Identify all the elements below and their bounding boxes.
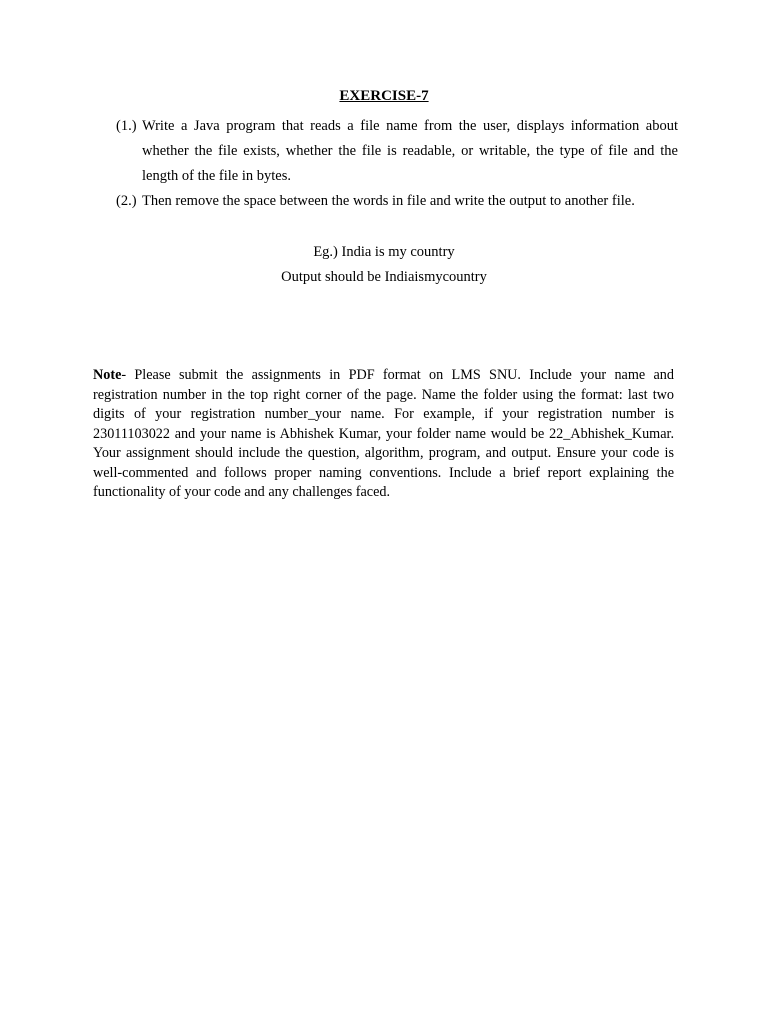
question-item-1 [116, 114, 678, 189]
question-text: Write a Java program that reads a file name from the user, displays information about whether the file exists, whether the file is readable, or writable, the type of file and the length of the file in bytes. [142, 118, 678, 184]
question-number: (1.) [116, 118, 137, 134]
example-input: Eg.) India is my country [313, 244, 455, 260]
page-title: EXERCISE-7 [339, 88, 429, 104]
question-list [116, 114, 678, 214]
question-number: (2.) [116, 193, 137, 209]
question-item-2 [116, 189, 678, 214]
note-paragraph [93, 366, 674, 503]
question-text: Then remove the space between the words in file and write the output to another file. [142, 193, 635, 209]
example-output: Output should be Indiaismycountry [281, 269, 487, 285]
note-text: - Please submit the assignments in PDF format on LMS SNU. Include your name and registration number in the top right corner of the page. Name the folder using the format: last two digits of your registration number_your name. For example, if your registration number is 23011103022 and your name is Abhishek Kumar, your folder name would be 22_Abhishek_Kumar. Your assignment should include the question, algorithm, program, and output. Ensure your code is well-commented and follows proper naming conventions. Include a brief report explaining the functionality of your code and any challenges faced. [93, 367, 674, 500]
note-label: Note [93, 367, 122, 383]
example-block [0, 240, 768, 290]
